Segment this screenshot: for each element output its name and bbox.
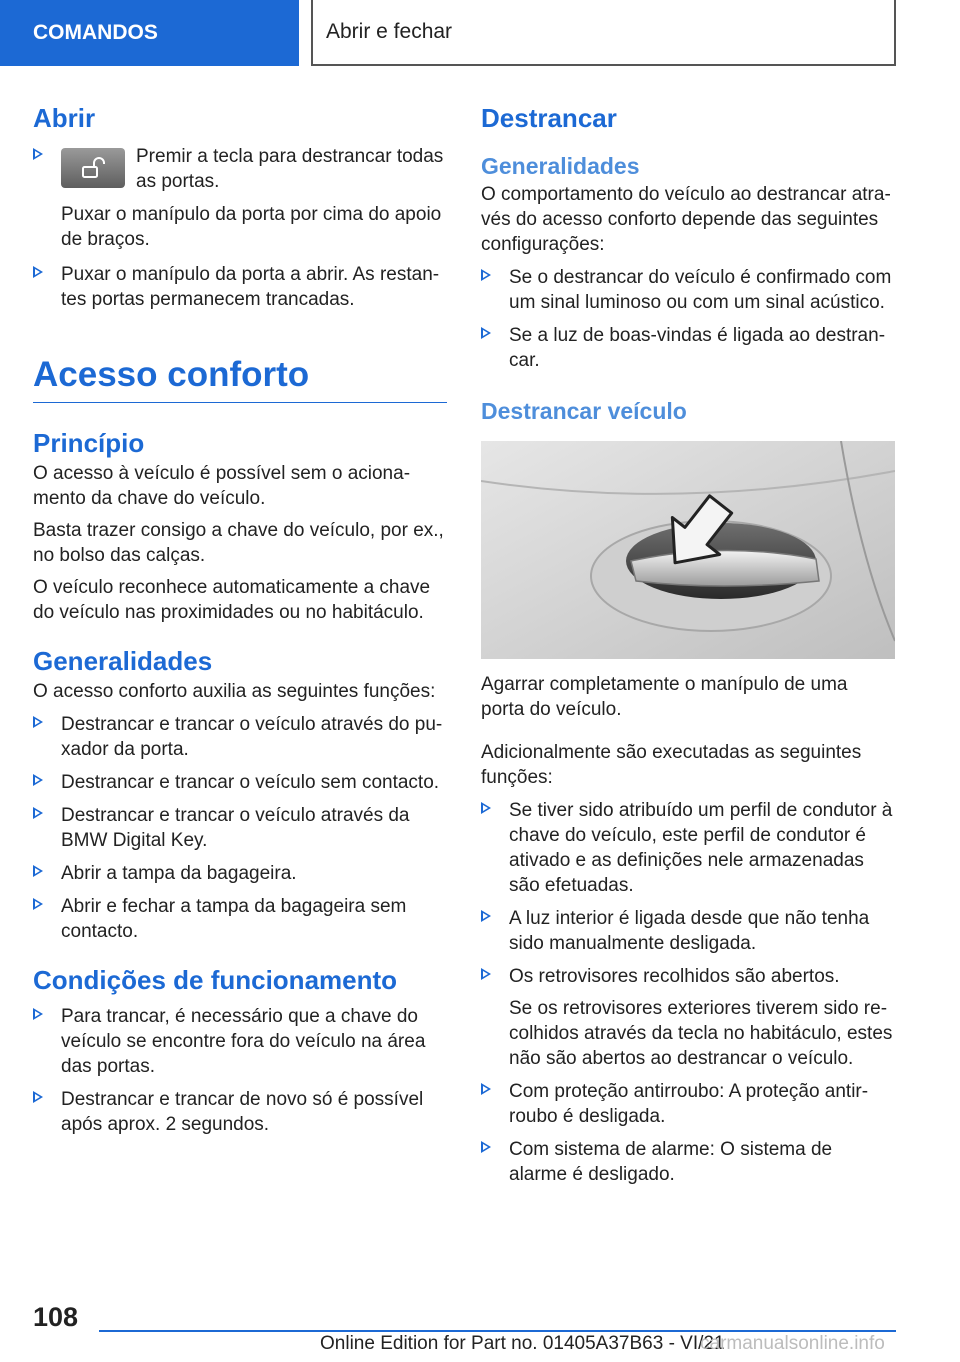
list-item xyxy=(33,861,447,886)
watermark: carmanualsonline.info xyxy=(700,1333,885,1354)
condicoes-list xyxy=(33,1004,447,1137)
list-item xyxy=(33,770,447,795)
heading-principio: Princípio xyxy=(33,428,145,458)
list-item-text: Destrancar e trancar de novo só é possível após aprox. 2 segundos. xyxy=(61,1089,424,1135)
triangle-right-icon xyxy=(33,1091,43,1103)
list-item-text: Abrir e fechar a tampa da bagageira sem contacto. xyxy=(61,896,407,942)
list-item xyxy=(481,265,895,315)
triangle-right-icon xyxy=(481,802,491,814)
triangle-right-icon xyxy=(481,269,491,281)
heading-destrancar-veiculo: Destrancar veículo xyxy=(481,398,687,424)
header-chapter-box xyxy=(311,0,896,66)
list-item xyxy=(33,262,447,312)
principio-p1: O acesso à veículo é possível sem o acionamento da chave do veículo. xyxy=(33,463,411,509)
header-section-label: COMANDOS xyxy=(33,21,158,44)
list-item-text: Destrancar e trancar o veículo através do puxador da porta. xyxy=(61,714,443,760)
page-number: 108 xyxy=(33,1302,79,1332)
triangle-right-icon xyxy=(33,716,43,728)
heading-generalidades-left: Generalidades xyxy=(33,646,213,676)
list-item-text: Abrir a tampa da bagageira. xyxy=(61,863,297,884)
door-handle-photo xyxy=(481,441,895,659)
right-column xyxy=(481,100,895,1187)
heading-acesso-conforto: Acesso conforto xyxy=(33,350,447,403)
list-item xyxy=(33,712,447,762)
veiculo-list-b xyxy=(481,1079,895,1187)
list-item-text: Se o destrancar do veículo é confirmado com um sinal luminoso ou com um sinal acústico. xyxy=(509,267,892,313)
footer-divider xyxy=(99,1330,896,1332)
header-chapter-label: Abrir e fechar xyxy=(326,20,453,43)
list-item-text: Os retrovisores recolhidos são abertos. xyxy=(509,966,840,987)
triangle-right-icon xyxy=(33,898,43,910)
list-item xyxy=(481,964,895,989)
abrir-item-1-text: Premir a tecla para destrancar todas as portas. xyxy=(136,146,444,192)
heading-destrancar: Destrancar xyxy=(481,103,617,133)
triangle-right-icon xyxy=(481,1083,491,1095)
principio-p3: O veículo reconhece automaticamente a chave do veículo nas proximidades ou no habitáculo. xyxy=(33,577,431,623)
left-column xyxy=(33,100,447,1137)
abrir-list xyxy=(33,262,447,312)
list-item-text: Puxar o manípulo da porta a abrir. As restantes portas permanecem trancadas. xyxy=(61,264,440,310)
triangle-right-icon xyxy=(33,266,43,278)
list-item-text: A luz interior é ligada desde que não tenha sido manualmente desligada. xyxy=(509,908,870,954)
list-item-text: Se tiver sido atribuído um perfil de condutor à chave do veículo, este perfil de condutor é ativado e as definições nele armazenadas são efetuadas. xyxy=(509,800,893,896)
triangle-right-icon xyxy=(481,968,491,980)
triangle-right-icon xyxy=(33,1008,43,1020)
triangle-right-icon xyxy=(481,910,491,922)
generalidades-intro: O acesso conforto auxilia as seguintes funções: xyxy=(33,681,436,702)
list-item-text: Com proteção antirroubo: A proteção antirroubo é desligada. xyxy=(509,1081,869,1127)
list-item xyxy=(33,1004,447,1079)
list-item-text: Se a luz de boas-vindas é ligada ao destrancar. xyxy=(509,325,886,371)
list-item-text: Destrancar e trancar o veículo sem contacto. xyxy=(61,772,440,793)
destrancar-generalidades-list xyxy=(481,265,895,373)
list-item xyxy=(481,323,895,373)
veiculo-p2: Adicionalmente são executadas as seguintes funções: xyxy=(481,742,862,788)
principio-p2: Basta trazer consigo a chave do veículo, por ex., no bolso das calças. xyxy=(33,520,444,566)
header-section-tab xyxy=(0,0,299,66)
heading-generalidades-right: Generalidades xyxy=(481,153,640,179)
list-item-text: Para trancar, é necessário que a chave do veículo se encontre fora do veículo na área das portas. xyxy=(61,1006,426,1077)
destrancar-intro: O comportamento do veículo ao destrancar através do acesso conforto depende das seguintes configurações: xyxy=(481,184,891,255)
triangle-right-icon xyxy=(33,807,43,819)
triangle-right-icon xyxy=(33,148,43,160)
abrir-item-1 xyxy=(33,144,447,194)
generalidades-list xyxy=(33,712,447,944)
veiculo-p1: Agarrar completamente o manípulo de uma porta do veículo. xyxy=(481,674,848,720)
veiculo-item3-cont: Se os retrovisores exteriores tiverem sido recolhidos através da tecla no habitáculo, estes não são abertos ao destrancar o veículo. xyxy=(509,998,893,1069)
list-item xyxy=(33,894,447,944)
heading-abrir: Abrir xyxy=(33,103,96,133)
heading-condicoes: Condições de funcionamento xyxy=(33,965,398,995)
triangle-right-icon xyxy=(481,1141,491,1153)
veiculo-list xyxy=(481,798,895,989)
list-item xyxy=(481,798,895,898)
triangle-right-icon xyxy=(33,774,43,786)
list-item xyxy=(481,906,895,956)
list-item xyxy=(481,1137,895,1187)
list-item xyxy=(481,1079,895,1129)
list-item xyxy=(33,1087,447,1137)
abrir-item-1-cont: Puxar o manípulo da porta por cima do apoio de braços. xyxy=(61,204,442,250)
footer-edition: Online Edition for Part no. 01405A37B63 - VI/21 xyxy=(320,1333,725,1354)
triangle-right-icon xyxy=(481,327,491,339)
unlock-icon xyxy=(61,148,125,188)
list-item xyxy=(33,803,447,853)
list-item-text: Destrancar e trancar o veículo através da BMW Digital Key. xyxy=(61,805,410,851)
list-item-text: Com sistema de alarme: O sistema de alarme é desligado. xyxy=(509,1139,833,1185)
triangle-right-icon xyxy=(33,865,43,877)
